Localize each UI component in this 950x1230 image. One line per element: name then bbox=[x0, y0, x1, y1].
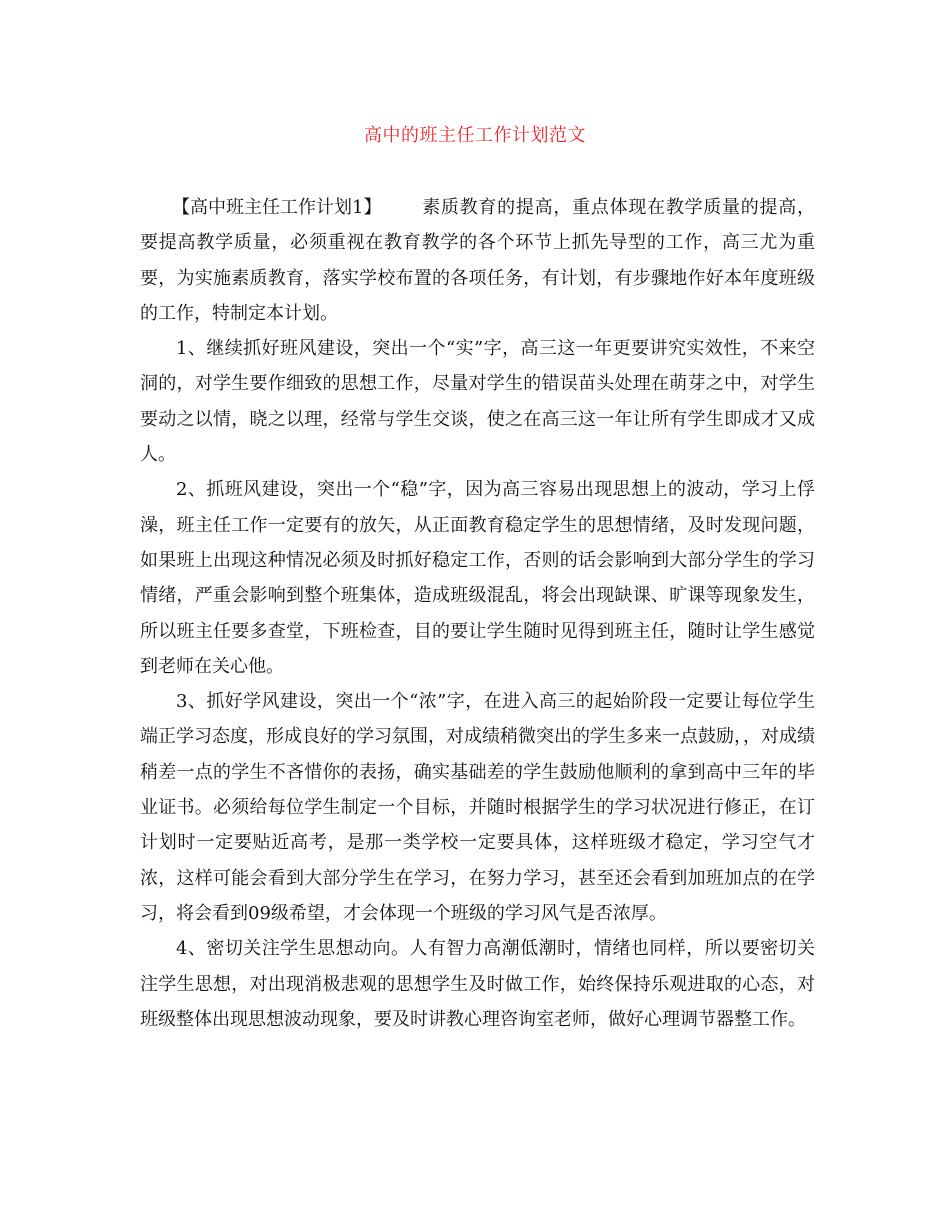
intro-text: 素质教育的提高，重点体现在教学质量的提高，要提高教学质量，必须重视在教育教学的各个环节上抓先导型的工作，高三尤为重要，为实施素质教育，落实学校布置的各项任务，有计划，有步骤地作好本年度班级的工作，特制定本计划。 bbox=[140, 197, 815, 324]
paragraph-1: 1、继续抓好班风建设，突出一个“实”字，高三这一年更要讲究实效性，不来空洞的，对学生要作细致的思想工作，尽量对学生的错误苗头处理在萌芽之中，对学生要动之以情，晓之以理，经常与学生交谈，使之在高三这一年让所有学生即成才又成人。 bbox=[140, 338, 815, 466]
paragraph-4: 4、密切关注学生思想动向。人有智力高潮低潮时，情绪也同样，所以要密切关注学生思想，对出现消极悲观的思想学生及时做工作，始终保持乐观进取的心态，对班级整体出现思想波动现象，要及时讲教心理咨询室老师，做好心理调节器整工作。 bbox=[140, 938, 815, 1030]
intro-paragraph bbox=[140, 190, 815, 331]
paragraph-2: 2、抓班风建设，突出一个“稳”字，因为高三容易出现思想上的波动，学习上俘澡，班主任工作一定要有的放矢，从正面教育稳定学生的思想情绪，及时发现问题，如果班上出现这种情况必须及时抓好稳定工作，否则的话会影响到大部分学生的学习情绪，严重会影响到整个班集体，造成班级混乱，将会出现缺课、旷课等现象发生，所以班主任要多查堂，下班检查，目的要让学生随时见得到班主任，随时让学生感觉到老师在关心他。 bbox=[140, 479, 815, 677]
intro-heading: 【高中班主任工作计划1】 bbox=[172, 197, 382, 218]
document-body bbox=[140, 190, 815, 1037]
document-title: 高中的班主任工作计划范文 bbox=[364, 125, 586, 146]
paragraph-3: 3、抓好学风建设，突出一个“浓”字，在进入高三的起始阶段一定要让每位学生端正学习态度，形成良好的学习氛围，对成绩稍微突出的学生多来一点鼓励，，对成绩稍差一点的学生不吝惜你的表扬，确实基础差的学生鼓励他顺利的拿到高中三年的毕业证书。必须给每位学生制定一个目标，并随时根据学生的学习状况进行修正，在订计划时一定要贴近高考，是那一类学校一定要具体，这样班级才稳定，学习空气才浓，这样可能会看到大部分学生在学习，在努力学习，甚至还会看到加班加点的在学习，将会看到09级希望，才会体现一个班级的学习风气是否浓厚。 bbox=[140, 691, 815, 924]
